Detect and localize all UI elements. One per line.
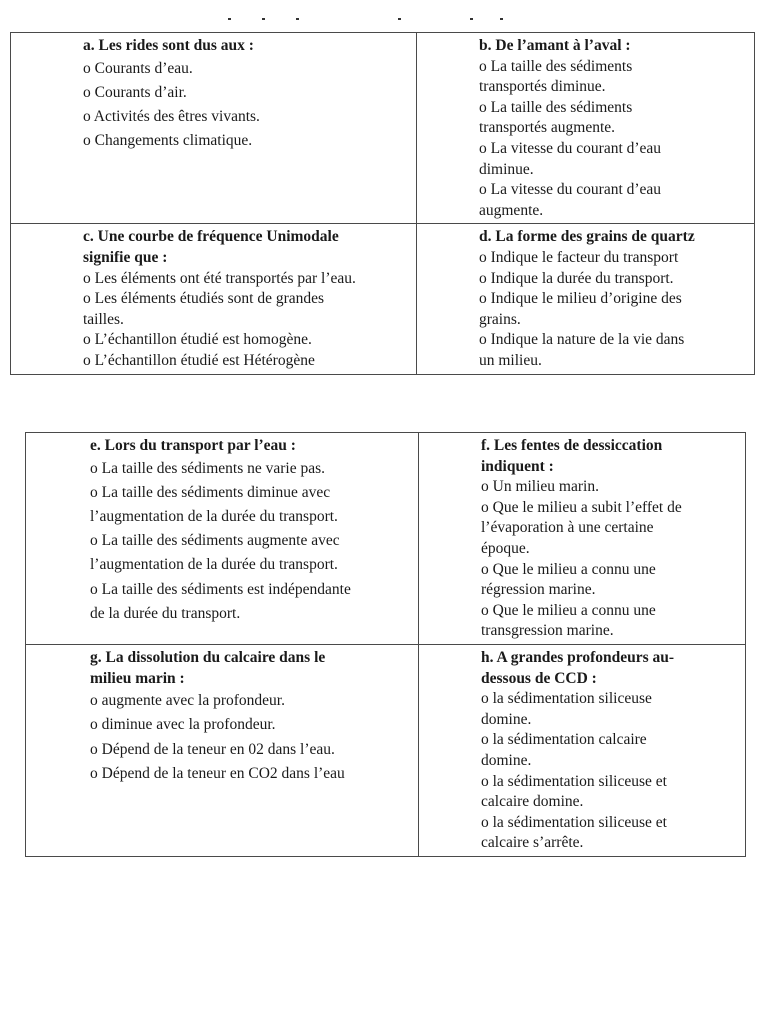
option-item[interactable]: o La taille des sédiments augmente avec xyxy=(90,532,340,550)
option-item[interactable]: o Un milieu marin. xyxy=(481,478,599,496)
option-item[interactable]: o augmente avec la profondeur. xyxy=(90,692,285,710)
question-cell-a xyxy=(11,33,417,224)
option-item[interactable]: o La taille des sédiments xyxy=(479,57,633,75)
option-item[interactable]: o Indique le facteur du transport xyxy=(479,248,679,266)
option-item-continued: régression marine. xyxy=(481,581,596,599)
option-item[interactable]: o Que le milieu a subit l’effet de xyxy=(481,498,682,516)
option-item-continued: tailles. xyxy=(83,310,124,328)
question-title-continued: indiquent : xyxy=(481,457,554,475)
option-item[interactable]: o la sédimentation calcaire xyxy=(481,731,647,749)
option-item[interactable]: o Courants d’air. xyxy=(83,83,187,101)
table-row xyxy=(26,644,746,856)
scan-mark xyxy=(296,18,299,20)
question-title: a. Les rides sont dus aux : xyxy=(83,37,254,54)
option-item[interactable]: o Les éléments ont été transportés par l’eau. xyxy=(83,269,356,287)
question-cell-h xyxy=(419,644,746,856)
question-title-continued: milieu marin : xyxy=(90,669,185,687)
option-item[interactable]: o Changements climatique. xyxy=(83,131,253,149)
option-item[interactable]: o La vitesse du courant d’eau xyxy=(479,181,662,199)
option-item-continued: calcaire domine. xyxy=(481,793,584,811)
option-item[interactable]: o L’échantillon étudié est Hétérogène xyxy=(83,351,315,369)
scan-top-marks xyxy=(0,14,768,24)
option-item-continued: transportés diminue. xyxy=(479,78,606,96)
option-item[interactable]: o Que le milieu a connu une xyxy=(481,560,656,578)
question-title: g. La dissolution du calcaire dans le xyxy=(90,648,326,666)
option-item-continued: l’évaporation à une certaine xyxy=(481,519,654,537)
option-item[interactable]: o Que le milieu a connu une xyxy=(481,601,656,619)
question-title: d. La forme des grains de quartz xyxy=(479,228,695,246)
option-item[interactable]: o Activités des êtres vivants. xyxy=(83,107,260,125)
option-item[interactable]: o diminue avec la profondeur. xyxy=(90,716,276,734)
option-item[interactable]: o Les éléments étudiés sont de grandes xyxy=(83,290,325,308)
option-item[interactable]: o Dépend de la teneur en 02 dans l’eau. xyxy=(90,740,335,758)
table-row xyxy=(26,433,746,645)
table-row xyxy=(11,224,755,374)
question-cell-e xyxy=(26,433,419,645)
option-item-continued: l’augmentation de la durée du transport. xyxy=(90,556,338,574)
question-title-continued: signifie que : xyxy=(83,248,168,266)
question-cell-f xyxy=(419,433,746,645)
option-item-continued: domine. xyxy=(481,710,532,728)
option-item-continued: diminue. xyxy=(479,160,534,178)
option-item[interactable]: o Indique la durée du transport. xyxy=(479,269,674,287)
question-title: b. De l’amant à l’aval : xyxy=(479,37,631,54)
option-item[interactable]: o Indique le milieu d’origine des xyxy=(479,290,682,308)
option-item[interactable]: o la sédimentation siliceuse xyxy=(481,690,652,708)
scan-mark xyxy=(398,18,401,20)
option-item-continued: grains. xyxy=(479,310,521,328)
question-cell-c xyxy=(11,224,417,374)
question-table-2 xyxy=(25,432,746,857)
option-item[interactable]: o La taille des sédiments xyxy=(479,98,633,116)
table-row xyxy=(11,33,755,224)
question-title: h. A grandes profondeurs au- xyxy=(481,648,675,666)
option-item[interactable]: o La vitesse du courant d’eau xyxy=(479,139,662,157)
option-item-continued: domine. xyxy=(481,751,532,769)
scan-mark xyxy=(500,18,503,20)
option-item-continued: l’augmentation de la durée du transport. xyxy=(90,508,338,525)
scan-mark xyxy=(228,18,231,20)
question-cell-b xyxy=(417,33,755,224)
option-item[interactable]: o Dépend de la teneur en CO2 dans l’eau xyxy=(90,764,345,782)
question-cell-d xyxy=(417,224,755,374)
question-table-1 xyxy=(10,32,755,375)
option-item[interactable]: o la sédimentation siliceuse et xyxy=(481,813,667,831)
question-title: f. Les fentes de dessiccation xyxy=(481,437,663,454)
question-title: c. Une courbe de fréquence Unimodale xyxy=(83,228,339,246)
option-item-continued: calcaire s’arrête. xyxy=(481,834,584,852)
option-item-continued: un milieu. xyxy=(479,351,542,369)
option-item[interactable]: o L’échantillon étudié est homogène. xyxy=(83,331,312,349)
option-item[interactable]: o Indique la nature de la vie dans xyxy=(479,331,685,349)
scan-mark xyxy=(470,18,473,20)
option-item[interactable]: o Courants d’eau. xyxy=(83,59,193,77)
question-title: e. Lors du transport par l’eau : xyxy=(90,437,296,454)
option-item-continued: époque. xyxy=(481,539,530,557)
option-item[interactable]: o La taille des sédiments est indépendante xyxy=(90,580,351,598)
option-item-continued: augmente. xyxy=(479,201,544,219)
question-cell-g xyxy=(26,644,419,856)
option-item-continued: transportés augmente. xyxy=(479,119,616,137)
option-item-continued: transgression marine. xyxy=(481,622,614,640)
option-item[interactable]: o la sédimentation siliceuse et xyxy=(481,772,667,790)
question-title-continued: dessous de CCD : xyxy=(481,669,597,687)
option-item[interactable]: o La taille des sédiments ne varie pas. xyxy=(90,459,326,477)
option-item-continued: de la durée du transport. xyxy=(90,604,241,622)
option-item[interactable]: o La taille des sédiments diminue avec xyxy=(90,483,331,501)
scan-mark xyxy=(262,18,265,20)
